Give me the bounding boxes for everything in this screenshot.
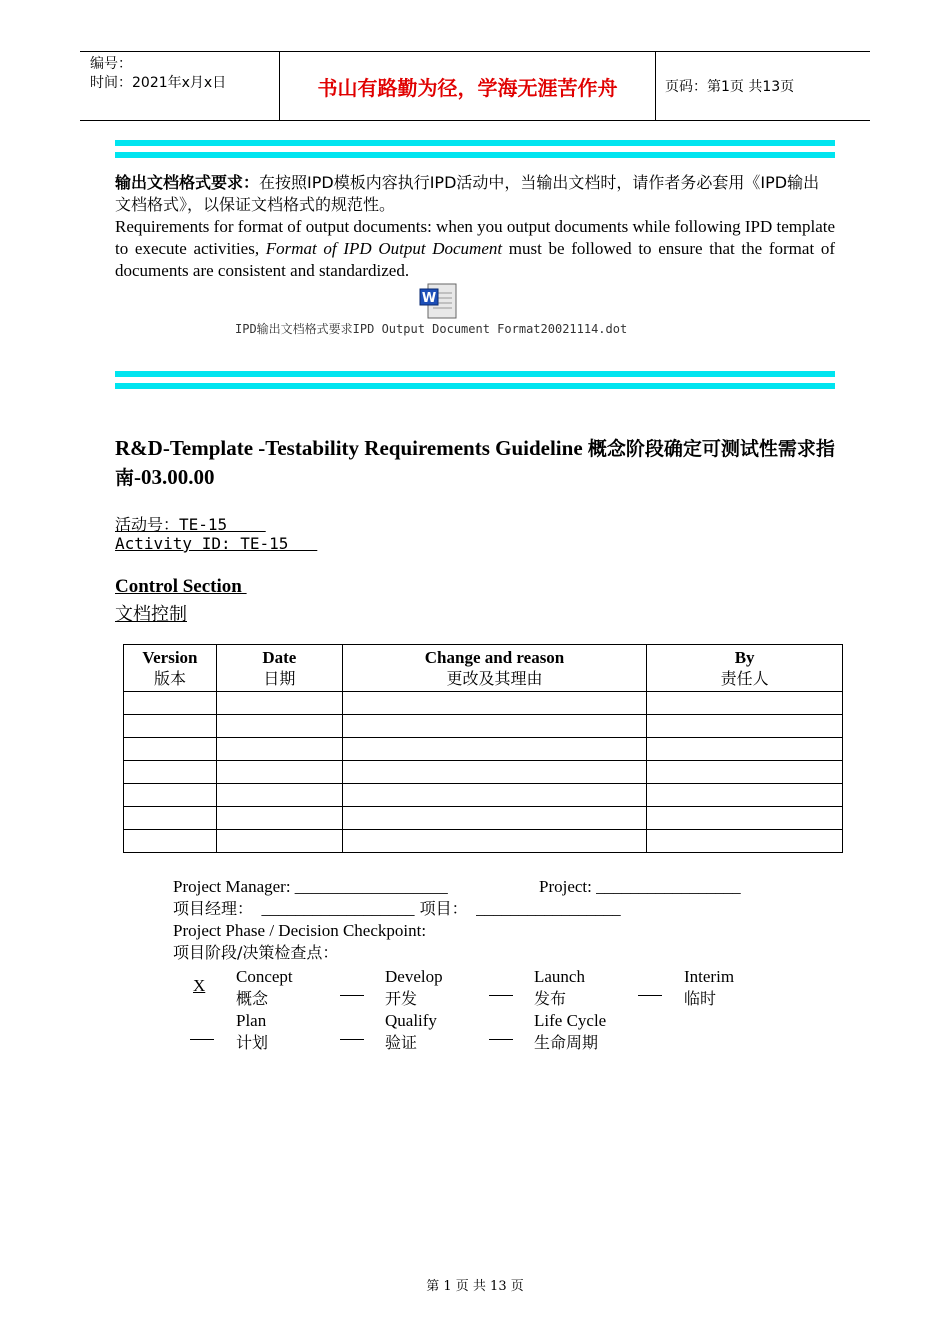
table-cell[interactable] — [216, 715, 342, 738]
table-cell[interactable] — [216, 784, 342, 807]
format-requirement-en-text-1: Requirements for format of output documents: when you output documents while following IPD template to execute activities, — [115, 217, 836, 258]
header-page-info: 页码：第1页 共13页 — [665, 79, 795, 95]
column-header-en: Version — [142, 648, 198, 667]
table-cell[interactable] — [124, 738, 217, 761]
phase-mark-qualify[interactable] — [340, 1039, 364, 1040]
project-phase-zh — [173, 942, 338, 964]
control-section-title: Control Section — [115, 576, 247, 597]
header-meta — [80, 52, 280, 120]
phase-launch — [534, 966, 585, 1010]
cyan-divider — [115, 383, 835, 389]
table-row — [124, 830, 843, 853]
table-row — [124, 715, 843, 738]
table-cell[interactable] — [647, 807, 843, 830]
phase-label-zh: 生命周期 — [534, 1033, 599, 1052]
column-header-en: By — [734, 648, 755, 667]
cyan-divider — [115, 371, 835, 377]
project-manager-zh-line — [173, 898, 621, 920]
table-row — [124, 692, 843, 715]
format-requirement-en — [115, 216, 835, 282]
project-manager-zh: 项目经理： — [173, 899, 254, 918]
phase-mark-concept[interactable]: X — [193, 976, 206, 995]
project-phase-en: Project Phase / Decision Checkpoint: — [173, 921, 427, 940]
phase-mark-develop[interactable] — [340, 995, 364, 996]
table-cell[interactable] — [124, 830, 217, 853]
project-manager-en: Project Manager: __________________ — [173, 877, 448, 896]
time-label: 时间：2021年x月x日 — [90, 75, 227, 91]
page-header — [80, 51, 870, 121]
phase-label-en: Interim — [684, 967, 735, 986]
attachment-caption[interactable]: IPD输出文档格式要求IPD Output Document Format20021114.dot — [235, 322, 628, 336]
phase-label-zh: 概念 — [236, 989, 269, 1008]
phase-label-en: Life Cycle — [534, 1011, 607, 1030]
column-header-zh: 更改及其理由 — [446, 669, 543, 688]
table-row — [124, 807, 843, 830]
cyan-divider — [115, 152, 835, 158]
table-cell[interactable] — [216, 738, 342, 761]
table-row — [124, 784, 843, 807]
format-requirement-zh — [115, 172, 835, 216]
header-motto: 书山有路勤为径，学海无涯苦作舟 — [280, 52, 656, 120]
project-phase-zh-text: 项目阶段/决策检查点： — [173, 943, 339, 962]
table-row — [124, 761, 843, 784]
table-cell[interactable] — [216, 830, 342, 853]
phase-interim — [684, 966, 734, 1010]
table-cell[interactable] — [647, 830, 843, 853]
project-en: Project: _________________ — [539, 877, 741, 896]
table-cell[interactable] — [216, 692, 342, 715]
format-requirement-text: 在按照IPD模板内容执行IPD活动中，当输出文档时，请作者务必套用《IPD输出文档格式》，以保证文档格式的规范性。 — [115, 173, 820, 214]
phase-concept — [236, 966, 293, 1010]
phase-label-zh: 临时 — [684, 989, 717, 1008]
phase-qualify — [385, 1010, 437, 1054]
title-version: -03.00.00 — [134, 465, 215, 489]
page-footer: 第 1 页 共 13 页 — [426, 1279, 524, 1294]
table-cell[interactable] — [342, 761, 647, 784]
table-cell[interactable] — [342, 692, 647, 715]
activity-id-zh — [115, 512, 266, 535]
title-en: R&D-Template -Testability Requirements Guideline — [115, 436, 588, 460]
table-cell[interactable] — [124, 784, 217, 807]
table-cell[interactable] — [216, 807, 342, 830]
column-header-change — [342, 645, 647, 692]
format-requirement-label: 输出文档格式要求： — [115, 173, 260, 192]
phase-mark-launch[interactable] — [489, 995, 513, 996]
table-cell[interactable] — [342, 784, 647, 807]
project-zh: 项目： — [414, 899, 468, 918]
phase-mark-plan[interactable] — [190, 1039, 214, 1040]
activity-id-en-text: Activity ID: TE-15 — [115, 534, 318, 553]
table-cell[interactable] — [342, 807, 647, 830]
table-cell[interactable] — [124, 692, 217, 715]
column-header-zh: 责任人 — [720, 669, 769, 688]
column-header-zh: 日期 — [263, 669, 296, 688]
table-cell[interactable] — [647, 692, 843, 715]
phase-life-cycle — [534, 1010, 606, 1054]
column-header-zh: 版本 — [153, 669, 186, 688]
phase-label-zh: 开发 — [385, 989, 418, 1008]
phase-label-en: Concept — [236, 967, 293, 986]
table-cell[interactable] — [124, 807, 217, 830]
phase-plan — [236, 1010, 268, 1054]
phase-label-zh: 计划 — [236, 1033, 269, 1052]
activity-id-zh-text: 活动号：TE-15 — [115, 515, 266, 534]
phase-label-en: Qualify — [385, 1011, 437, 1030]
svg-text:W: W — [421, 291, 437, 306]
column-header-version — [124, 645, 217, 692]
word-document-icon[interactable] — [418, 283, 458, 321]
phase-label-zh: 验证 — [385, 1033, 418, 1052]
table-cell[interactable] — [647, 761, 843, 784]
format-requirement-en-text-2: must be followed to ensure that the format of documents are consistent and standardized. — [115, 239, 835, 280]
table-cell[interactable] — [647, 738, 843, 761]
revision-table — [123, 644, 843, 853]
activity-id-en — [115, 534, 317, 553]
table-cell[interactable] — [216, 761, 342, 784]
control-section-title-zh: 文档控制 — [115, 604, 187, 625]
title-zh: 概念阶段确定可测试性需求指南 — [115, 438, 835, 489]
column-header-by — [647, 645, 843, 692]
table-cell[interactable] — [647, 784, 843, 807]
phase-label-en: Develop — [385, 967, 443, 986]
document-title — [115, 434, 835, 492]
column-header-en: Change and reason — [424, 648, 565, 667]
phase-label-zh: 发布 — [534, 989, 567, 1008]
table-row — [124, 738, 843, 761]
table-cell[interactable] — [124, 761, 217, 784]
table-cell[interactable] — [342, 715, 647, 738]
phase-label-en: Plan — [236, 1011, 267, 1030]
project-zh-blank: _________________ — [476, 899, 621, 918]
cyan-divider — [115, 140, 835, 146]
number-label: 编号： — [90, 56, 132, 72]
column-header-en: Date — [262, 648, 297, 667]
phase-mark-life-cycle[interactable] — [489, 1039, 513, 1040]
phase-mark-interim[interactable] — [638, 995, 662, 996]
phase-label-en: Launch — [534, 967, 585, 986]
table-cell[interactable] — [124, 715, 217, 738]
table-cell[interactable] — [342, 738, 647, 761]
table-header-row — [124, 645, 843, 692]
phase-develop — [385, 966, 443, 1010]
column-header-date — [216, 645, 342, 692]
table-cell[interactable] — [342, 830, 647, 853]
format-requirement-en-italic: Format of IPD Output Document — [265, 239, 503, 258]
project-manager-zh-blank: __________________ — [261, 899, 415, 918]
table-cell[interactable] — [647, 715, 843, 738]
